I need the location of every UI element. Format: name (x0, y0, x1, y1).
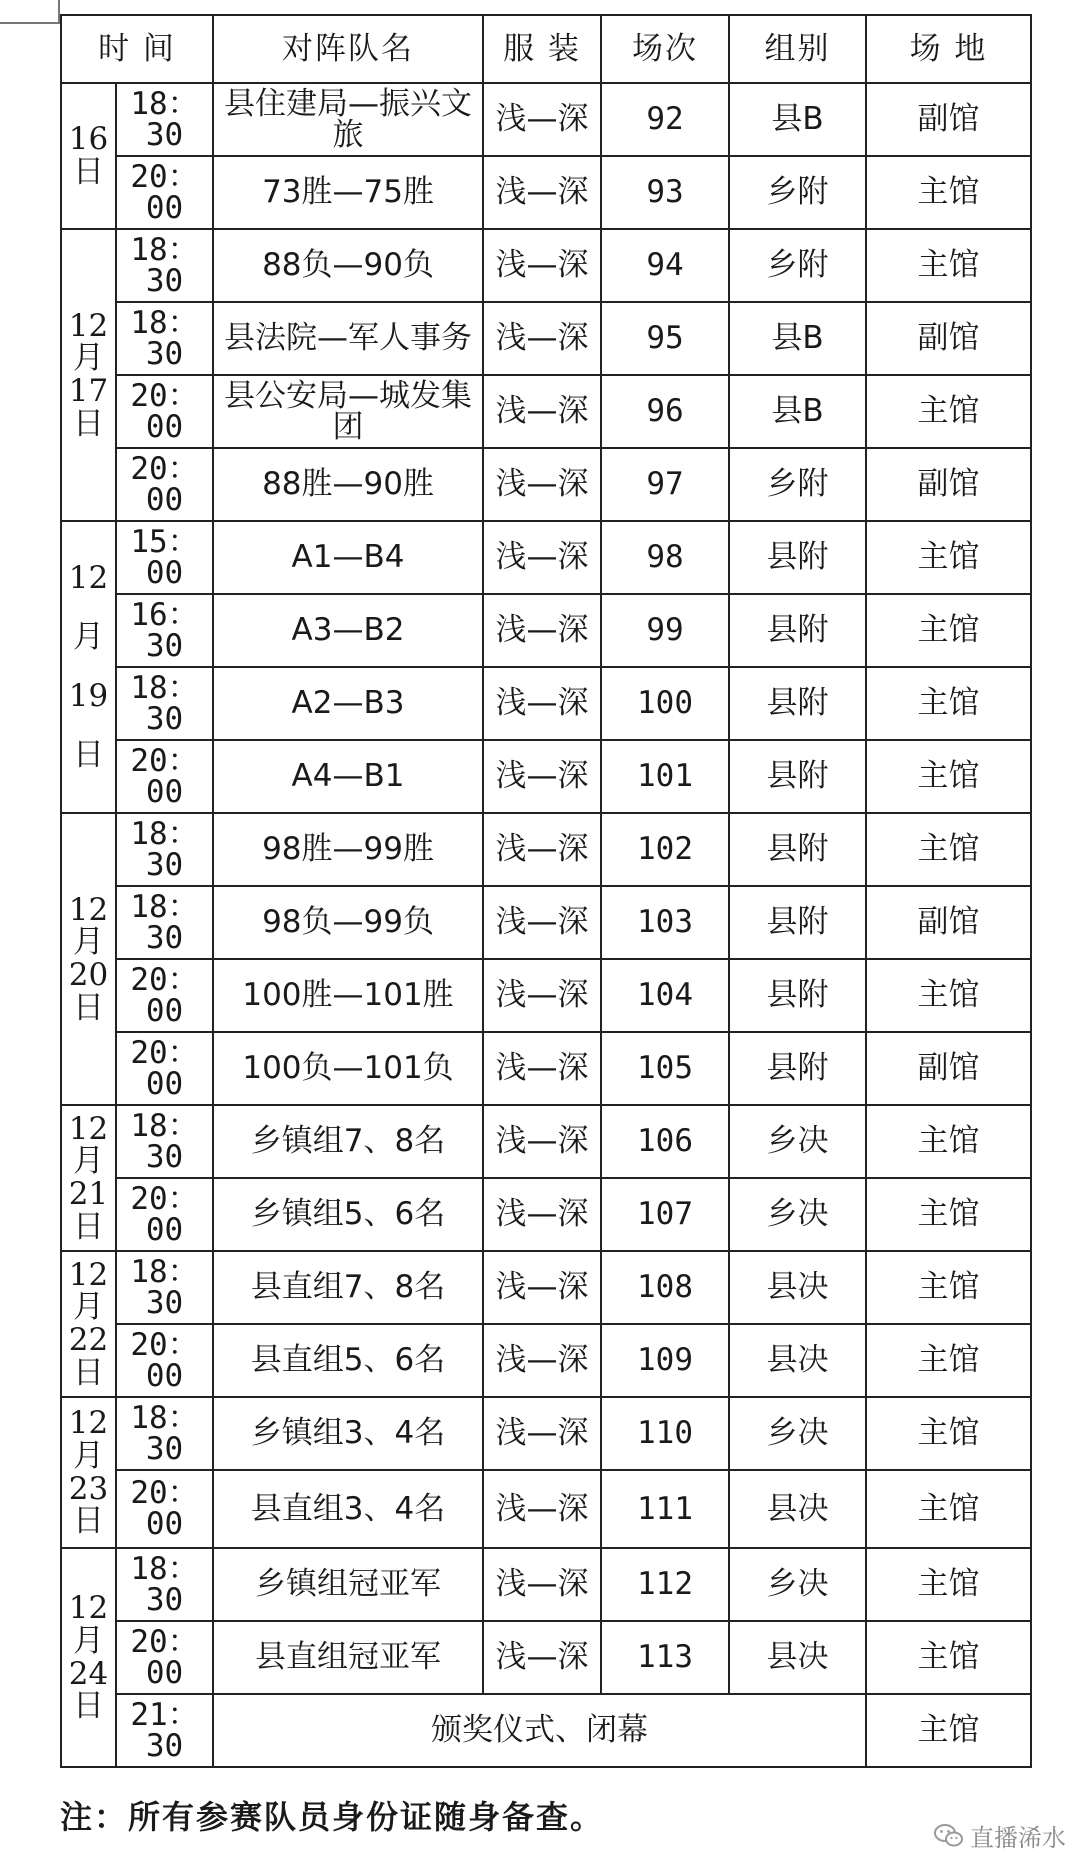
teams-cell: 98负—99负 (213, 886, 483, 959)
header-group: 组别 (729, 15, 866, 83)
venue-cell: 主馆 (866, 1251, 1031, 1324)
time-cell: 20：00 (116, 1178, 213, 1251)
venue-cell: 主馆 (866, 229, 1031, 302)
group-cell: 县附 (729, 740, 866, 813)
ceremony-row (61, 1694, 1031, 1767)
uniform-cell: 浅—深 (483, 1397, 601, 1470)
time-cell: 20：00 (116, 959, 213, 1032)
uniform-cell: 浅—深 (483, 1105, 601, 1178)
teams-cell: 乡镇组冠亚军 (213, 1548, 483, 1621)
table-row (61, 1178, 1031, 1251)
date-line: 月 (73, 619, 104, 656)
uniform-cell: 浅—深 (483, 1548, 601, 1621)
match-no-cell: 110 (601, 1397, 729, 1470)
date-line: 日 (73, 154, 104, 190)
date-line: 17 (68, 373, 109, 409)
group-cell: 县决 (729, 1470, 866, 1548)
group-cell: 县附 (729, 1032, 866, 1105)
uniform-cell: 浅—深 (483, 667, 601, 740)
venue-cell: 副馆 (866, 886, 1031, 959)
time-cell: 18：30 (116, 1251, 213, 1324)
match-no-cell: 106 (601, 1105, 729, 1178)
teams-cell: 73胜—75胜 (213, 156, 483, 229)
teams-cell: 县直组7、8名 (213, 1251, 483, 1324)
date-line: 日 (73, 1688, 104, 1725)
match-no-cell: 93 (601, 156, 729, 229)
group-cell: 县决 (729, 1621, 866, 1694)
match-no-cell: 101 (601, 740, 729, 813)
watermark (934, 1818, 1066, 1853)
date-line: 12 (68, 560, 109, 597)
venue-cell: 副馆 (866, 83, 1031, 156)
date-line: 12 (68, 891, 109, 928)
teams-cell: A2—B3 (213, 667, 483, 740)
table-row (61, 229, 1031, 302)
match-no-cell: 96 (601, 375, 729, 448)
group-cell: 县决 (729, 1251, 866, 1324)
wechat-logo-icon (934, 1823, 964, 1849)
teams-cell: 县公安局—城发集团 (213, 375, 483, 448)
venue-cell: 副馆 (866, 1032, 1031, 1105)
venue-cell: 主馆 (866, 1324, 1031, 1397)
match-no-cell: 111 (601, 1470, 729, 1548)
uniform-cell: 浅—深 (483, 1621, 601, 1694)
group-cell: 乡决 (729, 1178, 866, 1251)
venue-cell: 主馆 (866, 1694, 1031, 1767)
match-no-cell: 98 (601, 521, 729, 594)
uniform-cell: 浅—深 (483, 375, 601, 448)
group-cell: 县附 (729, 667, 866, 740)
venue-cell: 主馆 (866, 1105, 1031, 1178)
date-line: 日 (73, 1208, 104, 1245)
match-no-cell: 105 (601, 1032, 729, 1105)
time-cell: 18：30 (116, 1105, 213, 1178)
date-cell (61, 813, 116, 1105)
uniform-cell: 浅—深 (483, 740, 601, 813)
date-line: 12 (68, 1590, 109, 1627)
table-row (61, 302, 1031, 375)
date-line: 22 (68, 1322, 109, 1358)
date-line: 日 (73, 405, 104, 442)
teams-cell: 乡镇组7、8名 (213, 1105, 483, 1178)
uniform-cell: 浅—深 (483, 886, 601, 959)
table-row (61, 156, 1031, 229)
time-cell: 21：30 (116, 1694, 213, 1767)
header-venue: 场 地 (866, 15, 1031, 83)
table-row (61, 667, 1031, 740)
group-cell: 县B (729, 302, 866, 375)
time-cell: 18：30 (116, 1397, 213, 1470)
uniform-cell: 浅—深 (483, 1324, 601, 1397)
venue-cell: 主馆 (866, 375, 1031, 448)
uniform-cell: 浅—深 (483, 1251, 601, 1324)
teams-cell: 县法院—军人事务 (213, 302, 483, 375)
venue-cell: 副馆 (866, 448, 1031, 521)
table-row (61, 1324, 1031, 1397)
teams-cell: 98胜—99胜 (213, 813, 483, 886)
match-no-cell: 107 (601, 1178, 729, 1251)
table-row (61, 521, 1031, 594)
table-row (61, 1032, 1031, 1105)
uniform-cell: 浅—深 (483, 83, 601, 156)
uniform-cell: 浅—深 (483, 1032, 601, 1105)
date-line: 12 (68, 1110, 109, 1147)
table-row (61, 448, 1031, 521)
date-line: 日 (73, 989, 104, 1026)
watermark-text: 直播浠水 (970, 1824, 1066, 1852)
uniform-cell: 浅—深 (483, 302, 601, 375)
venue-cell: 主馆 (866, 813, 1031, 886)
header-row (61, 15, 1031, 83)
date-line: 日 (73, 1503, 104, 1540)
time-cell: 18：30 (116, 886, 213, 959)
table-row (61, 1105, 1031, 1178)
teams-cell: 乡镇组5、6名 (213, 1178, 483, 1251)
match-no-cell: 95 (601, 302, 729, 375)
group-cell: 乡决 (729, 1548, 866, 1621)
group-cell: 乡附 (729, 448, 866, 521)
match-no-cell: 102 (601, 813, 729, 886)
date-cell (61, 1105, 116, 1251)
time-cell: 20：00 (116, 1470, 213, 1548)
ceremony-event-cell: 颁奖仪式、闭幕 (213, 1694, 866, 1767)
date-line: 月 (73, 340, 104, 377)
uniform-cell: 浅—深 (483, 959, 601, 1032)
venue-cell: 主馆 (866, 740, 1031, 813)
venue-cell: 主馆 (866, 1621, 1031, 1694)
uniform-cell: 浅—深 (483, 229, 601, 302)
venue-cell: 主馆 (866, 594, 1031, 667)
date-line: 19 (68, 678, 109, 714)
teams-cell: 县直组3、4名 (213, 1470, 483, 1548)
date-line: 24 (68, 1655, 109, 1692)
teams-cell: 县直组5、6名 (213, 1324, 483, 1397)
time-cell: 18：30 (116, 83, 213, 156)
table-row (61, 813, 1031, 886)
date-line: 21 (68, 1176, 109, 1212)
group-cell: 乡附 (729, 156, 866, 229)
date-line: 月 (73, 1143, 104, 1180)
date-cell (61, 521, 116, 813)
venue-cell: 主馆 (866, 1397, 1031, 1470)
time-cell: 18：30 (116, 813, 213, 886)
teams-cell: 县住建局—振兴文旅 (213, 83, 483, 156)
page-corner-mark (0, 0, 60, 24)
date-line: 日 (73, 1354, 104, 1391)
venue-cell: 主馆 (866, 1178, 1031, 1251)
time-cell: 20：00 (116, 740, 213, 813)
match-no-cell: 103 (601, 886, 729, 959)
time-cell: 18：30 (116, 667, 213, 740)
teams-cell: A3—B2 (213, 594, 483, 667)
header-match-no: 场次 (601, 15, 729, 83)
date-line: 月 (73, 1289, 104, 1326)
date-line: 12 (68, 1256, 109, 1293)
match-no-cell: 99 (601, 594, 729, 667)
match-no-cell: 108 (601, 1251, 729, 1324)
group-cell: 乡决 (729, 1105, 866, 1178)
table-row (61, 1621, 1031, 1694)
venue-cell: 主馆 (866, 667, 1031, 740)
date-line: 12 (68, 1405, 109, 1442)
group-cell: 县附 (729, 813, 866, 886)
time-cell: 20：00 (116, 156, 213, 229)
match-no-cell: 94 (601, 229, 729, 302)
time-cell: 18：30 (116, 229, 213, 302)
venue-cell: 主馆 (866, 1548, 1031, 1621)
date-line: 23 (68, 1470, 109, 1507)
table-row (61, 375, 1031, 448)
match-no-cell: 100 (601, 667, 729, 740)
date-line: 16 (68, 121, 109, 158)
time-cell: 20：00 (116, 375, 213, 448)
uniform-cell: 浅—深 (483, 813, 601, 886)
match-no-cell: 92 (601, 83, 729, 156)
teams-cell: 88胜—90胜 (213, 448, 483, 521)
date-line: 20 (68, 957, 109, 993)
table-row (61, 594, 1031, 667)
match-no-cell: 112 (601, 1548, 729, 1621)
date-line: 月 (73, 1437, 104, 1474)
group-cell: 县附 (729, 594, 866, 667)
teams-cell: 乡镇组3、4名 (213, 1397, 483, 1470)
header-teams: 对阵队名 (213, 15, 483, 83)
date-cell (61, 1548, 116, 1767)
uniform-cell: 浅—深 (483, 594, 601, 667)
header-time: 时 间 (61, 15, 213, 83)
time-cell: 20：00 (116, 1324, 213, 1397)
table-row (61, 1548, 1031, 1621)
table-row (61, 83, 1031, 156)
teams-cell: 100胜—101胜 (213, 959, 483, 1032)
group-cell: 县附 (729, 521, 866, 594)
date-line: 日 (73, 736, 104, 773)
group-cell: 乡决 (729, 1397, 866, 1470)
time-cell: 15：00 (116, 521, 213, 594)
teams-cell: A4—B1 (213, 740, 483, 813)
time-cell: 18：30 (116, 302, 213, 375)
header-uniform: 服 装 (483, 15, 601, 83)
teams-cell: 县直组冠亚军 (213, 1621, 483, 1694)
group-cell: 乡附 (729, 229, 866, 302)
table-row (61, 740, 1031, 813)
time-cell: 20：00 (116, 448, 213, 521)
time-cell: 18：30 (116, 1548, 213, 1621)
date-cell (61, 83, 116, 229)
uniform-cell: 浅—深 (483, 156, 601, 229)
date-line: 12 (68, 307, 109, 344)
table-row (61, 886, 1031, 959)
date-line: 月 (73, 1622, 104, 1659)
venue-cell: 副馆 (866, 302, 1031, 375)
venue-cell: 主馆 (866, 1470, 1031, 1548)
date-cell (61, 229, 116, 521)
uniform-cell: 浅—深 (483, 448, 601, 521)
time-cell: 20：00 (116, 1621, 213, 1694)
table-row (61, 959, 1031, 1032)
group-cell: 县B (729, 83, 866, 156)
venue-cell: 主馆 (866, 156, 1031, 229)
group-cell: 县附 (729, 959, 866, 1032)
match-no-cell: 97 (601, 448, 729, 521)
table-row (61, 1397, 1031, 1470)
match-no-cell: 104 (601, 959, 729, 1032)
venue-cell: 主馆 (866, 521, 1031, 594)
group-cell: 县附 (729, 886, 866, 959)
time-cell: 20：00 (116, 1032, 213, 1105)
uniform-cell: 浅—深 (483, 1178, 601, 1251)
footnote: 注：所有参赛队员身份证随身备查。 (60, 1798, 605, 1836)
table-row (61, 1470, 1031, 1548)
time-cell: 16：30 (116, 594, 213, 667)
venue-cell: 主馆 (866, 959, 1031, 1032)
uniform-cell: 浅—深 (483, 521, 601, 594)
match-no-cell: 109 (601, 1324, 729, 1397)
teams-cell: A1—B4 (213, 521, 483, 594)
match-no-cell: 113 (601, 1621, 729, 1694)
date-cell (61, 1251, 116, 1397)
date-line: 月 (73, 924, 104, 961)
group-cell: 县决 (729, 1324, 866, 1397)
date-cell (61, 1397, 116, 1548)
schedule-table (60, 14, 1032, 1768)
uniform-cell: 浅—深 (483, 1470, 601, 1548)
teams-cell: 100负—101负 (213, 1032, 483, 1105)
teams-cell: 88负—90负 (213, 229, 483, 302)
group-cell: 县B (729, 375, 866, 448)
table-row (61, 1251, 1031, 1324)
